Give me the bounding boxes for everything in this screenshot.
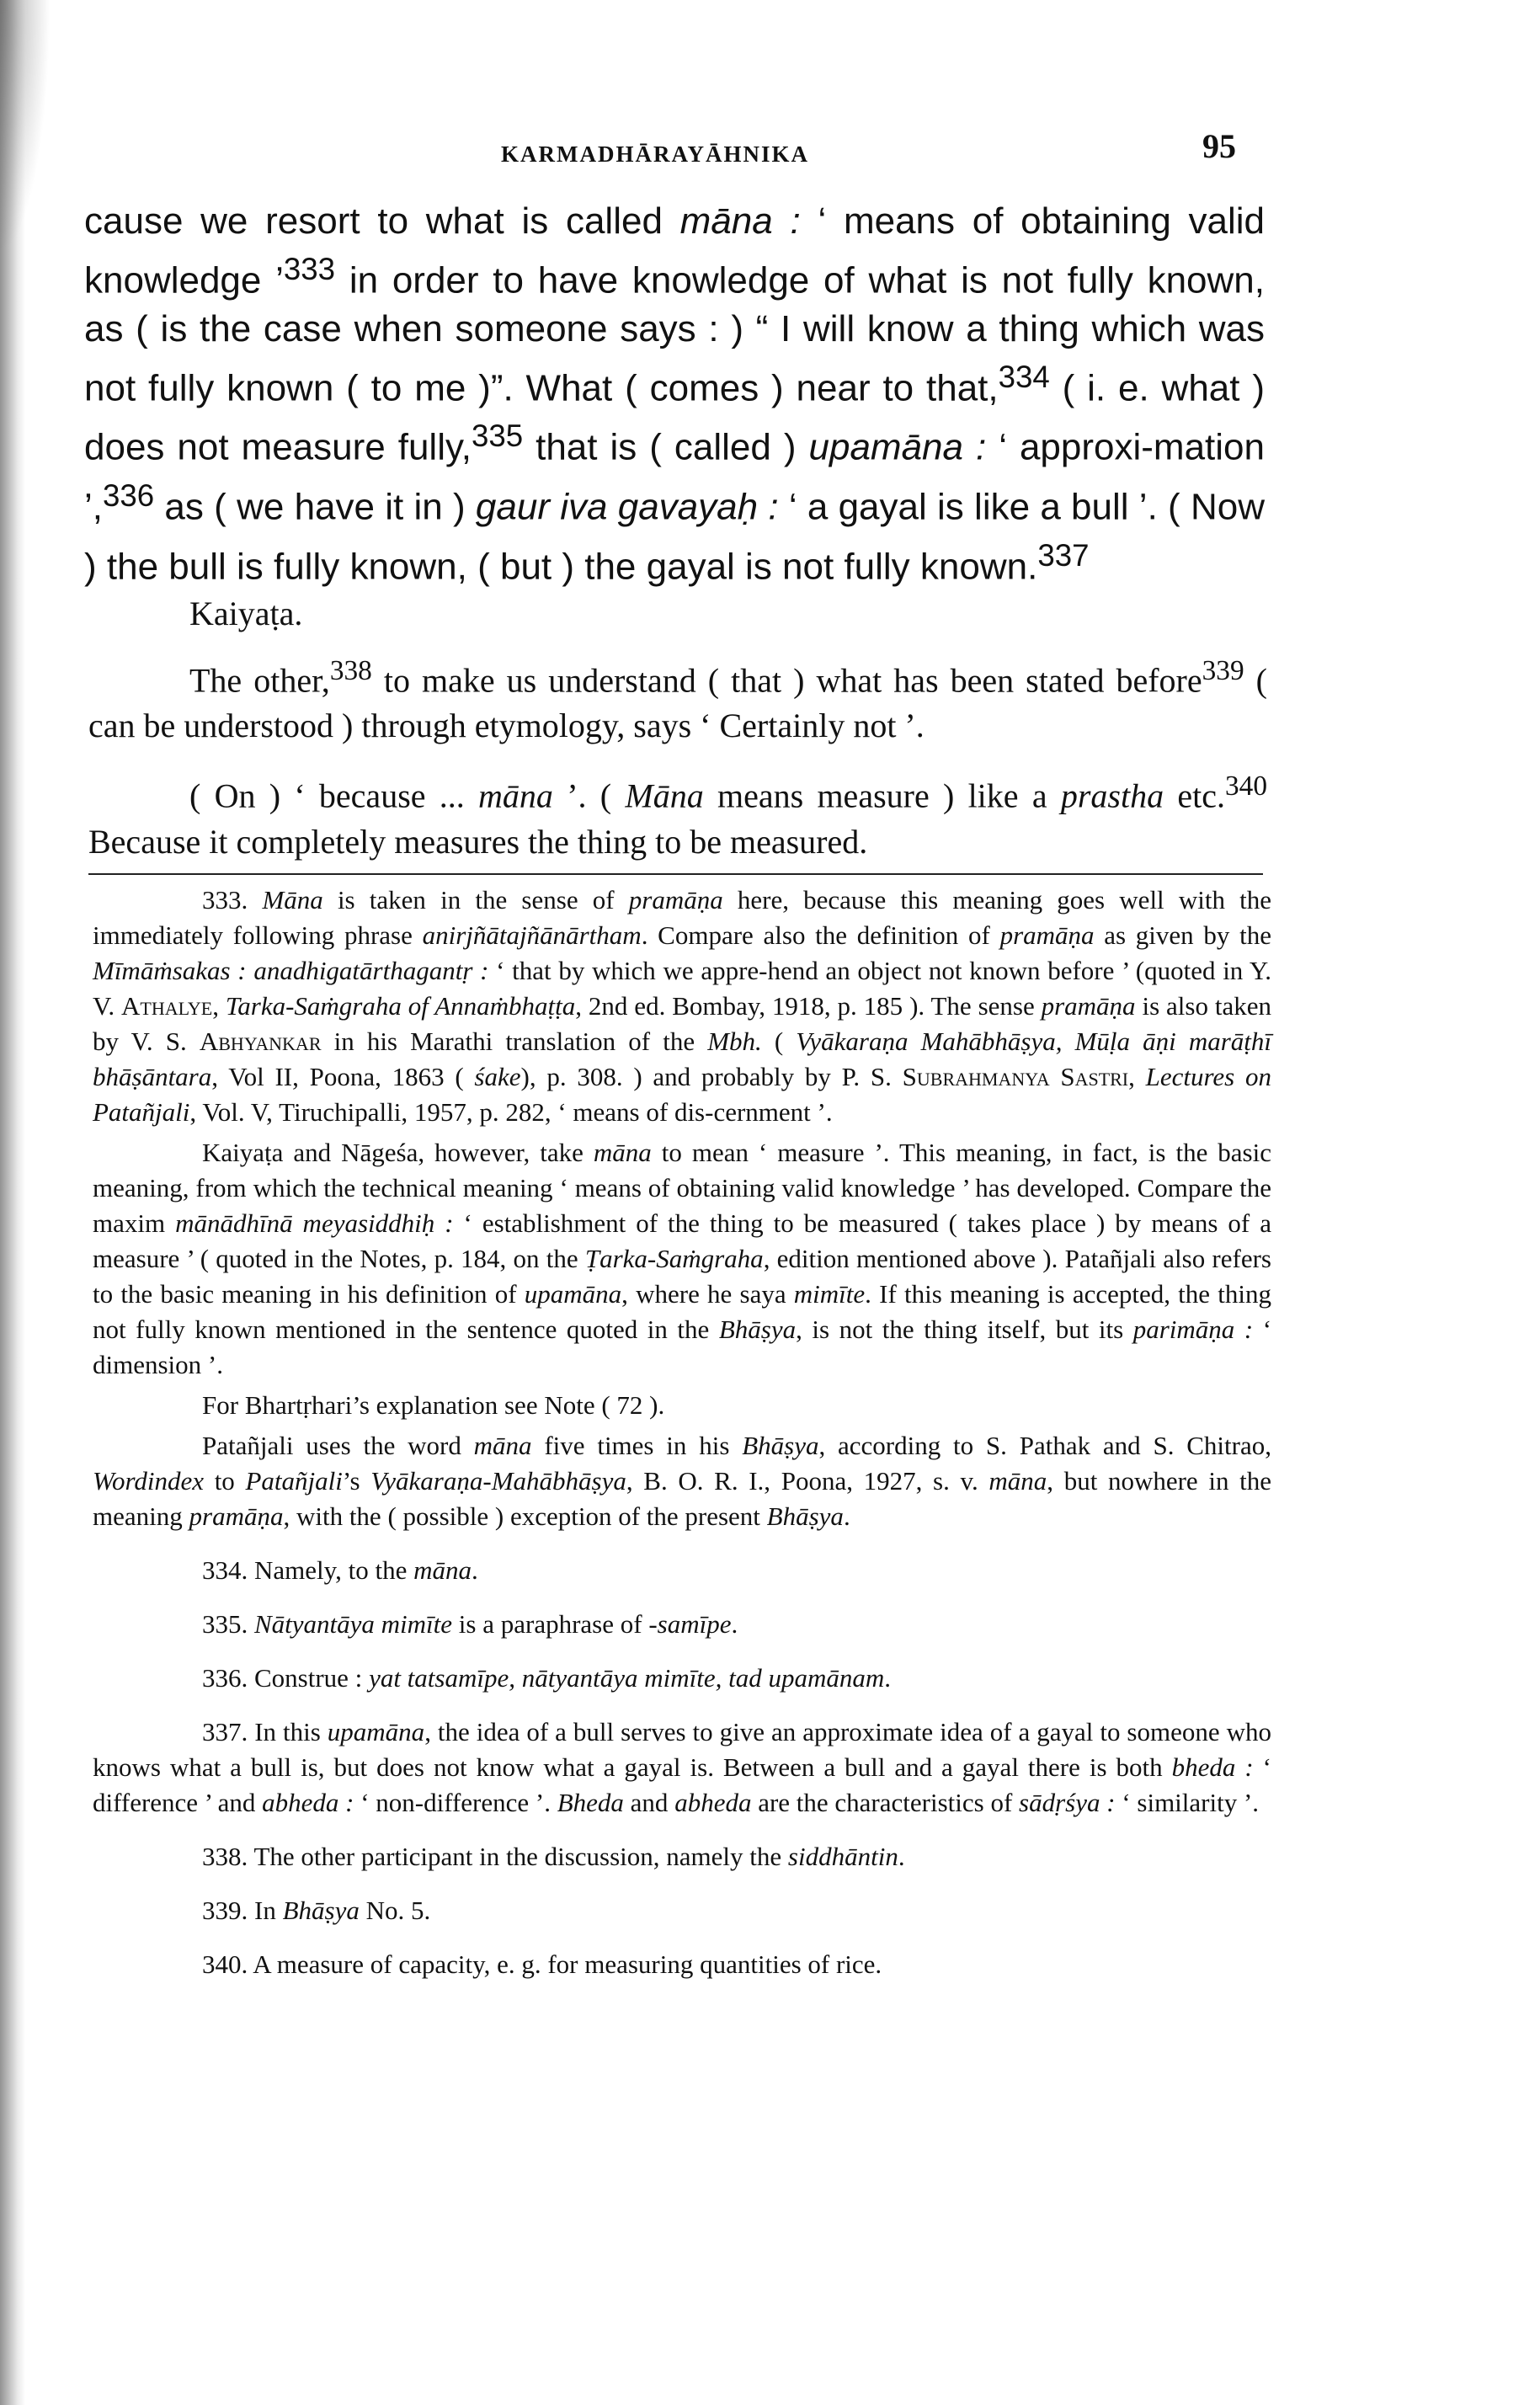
footnote-divider [88,873,1263,875]
footnote-338: 338. The other participant in the discussion, namely the siddhāntin. [202,1842,905,1871]
bhasya-translation [84,197,1265,590]
kaiyata-paragraph-1: The other,$^{338}$ to make us understand ( that ) what has been stated before$^{339}$ ( can be understood ) through etymology, says ‘ Certainly not ’. [88,655,1267,745]
footnote-ref: 340 [1224,771,1267,803]
footnote-340: 340. A measure of capacity, e. g. for measuring quantities of rice. [202,1949,882,1979]
footnotes [93,883,1271,1982]
page-number: 95 [1202,127,1236,165]
footnote-ref: 333 [283,252,336,286]
footnote-333-para-3: For Bhartṛhari’s explanation see Note ( 72 ). [202,1390,665,1420]
running-head: KARMADHĀRAYĀHNIKA [501,141,810,167]
kaiyata-paragraph-2: ( On ) ‘ because ... māna ’. ( Māna means measure ) like a prastha etc.$^{340}$ Because it completely measures the thing to be measured. [88,771,1267,861]
footnote-339: 339. In Bhāṣya No. 5. [202,1896,431,1925]
scan-shadow-corner [0,0,51,253]
footnote-ref: 334 [998,359,1050,394]
footnote-ref: 339 [1202,655,1244,686]
scan-shadow-edge [0,0,25,2405]
footnote-ref: 337 [1037,537,1090,573]
footnote-333-para-2: Kaiyaṭa and Nāgeśa, however, take māna to mean ‘ measure ’. This meaning, in fact, is the basic meaning, from which the technical meaning ‘ means of obtaining valid knowledge ’ has developed. Compare the maxim mānādhīnā meyasiddhiḥ : ‘ establishment of the thing to be measured ( takes place ) by means of a measure ’ ( quoted in the Notes, p. 184, on the Ṭarka-Saṁgraha, edition mentioned above ). Patañjali also refers to the basic meaning in his definition of upamāna, where he saya mimīte. If this meaning is accepted, the thing not fully known mentioned in the sentence quoted in the Bhāṣya, is not the thing itself, but its parimāṇa : ‘ dimension ’. [93,1138,1272,1379]
footnote-335: 335. Nātyantāya mimīte is a paraphrase of -samīpe. [202,1609,738,1639]
footnote-333-para-4: Patañjali uses the word māna five times in his Bhāṣya, according to S. Pathak and S. Chitrao, Wordindex to Patañjali’s Vyākaraṇa-Mahābhāṣya, B. O. R. I., Poona, 1927, s. v. māna, but nowhere in the meaning pramāṇa, with the ( possible ) exception of the present Bhāṣya. [93,1431,1271,1531]
footnote-ref: 335 [471,419,524,454]
footnote-333: 333. Māna is taken in the sense of pramāṇa here, because this meaning goes well with the immediately following phrase anirjñātajñānārtham. Compare also the definition of pramāṇa as given by the Mīmāṁsakas : anadhigatārthagantṛ : ‘ that by which we appre-hend an object not known before ’ (quoted in Y. V. Athalye, Tarka-Saṁgraha of Annaṁbhaṭṭa, 2nd ed. Bombay, 1918, p. 185 ). The sense pramāṇa is also taken by V. S. Abhyankar in his Marathi translation of the Mbh. ( Vyākaraṇa Mahābhāṣya, Mūḷa āṇi marāṭhī bhāṣāntara, Vol II, Poona, 1863 ( śake), p. 308. ) and probably by P. S. Subrahmanya Sastri, Lectures on Patañjali, Vol. V, Tiruchipalli, 1957, p. 282, ‘ means of dis-cernment ’. [93,885,1272,1127]
footnote-ref: 338 [329,655,372,686]
footnote-ref: 336 [103,477,155,513]
kaiyata-commentary [88,648,1267,880]
kaiyata-heading: Kaiyaṭa. [189,595,303,632]
footnote-334: 334. Namely, to the māna. [202,1555,478,1585]
footnote-336: 336. Construe : yat tatsamīpe, nātyantāya mimīte, tad upamānam. [202,1663,891,1693]
bhasya-paragraph: cause we resort to what is called māna : ‘ means of obtaining valid knowledge ’$^{333}$ in order to have knowledge of what is not fully known, as ( is the case when someone says : ) “ I will know a thing which was not fully known ( to me )”. What ( comes ) near to that,$^{334}$ ( i. e. what ) does not measure fully,$^{335}$ that is ( called ) upamāna : ‘ approxi-mation ’,$^{336}$ as ( we have it in ) gaur iva gavayaḥ : ‘ a gayal is like a bull ’. ( Now ) the bull is fully known, ( but ) the gayal is not fully known.$^{337}$ [84,200,1266,588]
footnote-337: 337. In this upamāna, the idea of a bull serves to give an approximate idea of a gayal to someone who knows what a bull is, but does not know what a gayal is. Between a bull and a gayal there is both bheda : ‘ difference ’ and abheda : ‘ non-difference ’. Bheda and abheda are the characteristics of sādṛśya : ‘ similarity ’. [93,1717,1272,1817]
